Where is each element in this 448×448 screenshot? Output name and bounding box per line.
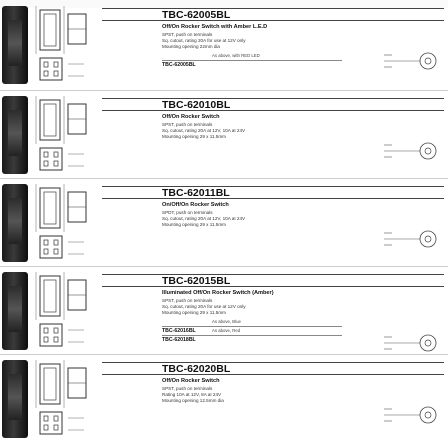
product-title: TBC-62015BL xyxy=(102,274,444,287)
dimension-drawing xyxy=(32,358,92,440)
part-number-rule xyxy=(162,326,342,327)
product-description: Off/On Rocker Switch with Amber L.E.D xyxy=(162,24,268,30)
spec-line: Mounting opening 29 x 11.5mm xyxy=(162,222,227,227)
part-number: TBC-62016BL xyxy=(162,328,196,334)
product-description: Off/On Rocker Switch xyxy=(162,378,220,384)
product-photo xyxy=(2,184,28,262)
spec-line: Mounting opening 12.5mm dia xyxy=(162,398,224,403)
product-description: Off/On Rocker Switch xyxy=(162,114,220,120)
product-entry xyxy=(0,356,448,442)
entry-divider xyxy=(0,178,448,179)
part-number: TBC-62005BL xyxy=(162,62,196,68)
spec-line: SPST, push on terminals xyxy=(162,386,213,391)
product-photo xyxy=(2,6,28,84)
part-number-row xyxy=(162,328,342,343)
rocker-switch-image xyxy=(8,20,22,66)
product-description: Illuminated Off/On Rocker Switch (Amber) xyxy=(162,290,274,296)
product-entry xyxy=(0,92,448,178)
entry-divider xyxy=(0,354,448,355)
product-photo xyxy=(2,272,28,350)
product-photo xyxy=(2,360,28,438)
part-number-row xyxy=(162,53,342,68)
spec-line: Sq. cutout, rating 20A at 12V, 10A at 24V xyxy=(162,128,246,133)
product-title: TBC-62011BL xyxy=(102,186,444,199)
part-number-caption: As above, with RED LED xyxy=(212,53,260,58)
product-title: TBC-62010BL xyxy=(102,98,444,111)
spec-line: Mounting opening 29 x 11.5mm xyxy=(162,134,227,139)
terminal-diagram xyxy=(382,50,438,72)
spec-line: Mounting opening 22mm dia xyxy=(162,44,220,49)
product-title: TBC-62020BL xyxy=(102,362,444,375)
dimension-drawing xyxy=(32,4,92,86)
product-entry xyxy=(0,2,448,88)
spec-line: Sq. cutout, rating 20A for use at 12V only xyxy=(162,304,246,309)
spec-line: SPDT, push on terminals xyxy=(162,210,213,215)
product-description: On/Off/On Rocker Switch xyxy=(162,202,229,208)
spec-line: Sq. cutout, rating 20A for use at 12V only xyxy=(162,38,246,43)
product-photo xyxy=(2,96,28,174)
product-title: TBC-62005BL xyxy=(102,8,444,21)
part-number-caption: As above, Red xyxy=(212,328,241,333)
spec-line: Rating 10A at 12V, 8A at 24V xyxy=(162,392,222,397)
spec-line: SPST, push on terminals xyxy=(162,122,213,127)
terminal-diagram xyxy=(382,140,438,162)
spec-line: Mounting opening 29 x 11.5mm xyxy=(162,310,227,315)
entry-divider xyxy=(0,266,448,267)
dimension-drawing xyxy=(32,270,92,352)
dimension-drawing xyxy=(32,94,92,176)
product-entry xyxy=(0,180,448,266)
part-number: TBC-62018BL xyxy=(162,337,196,343)
product-entry xyxy=(0,268,448,354)
terminal-diagram xyxy=(382,404,438,426)
entry-divider xyxy=(0,90,448,91)
part-number-rule xyxy=(162,335,342,336)
spec-line: SPST, push on terminals xyxy=(162,298,213,303)
spec-line: SPST, push on terminals xyxy=(162,32,213,37)
part-number-caption: As above, Blue xyxy=(212,319,241,324)
rocker-switch-image xyxy=(8,110,22,156)
rocker-switch-image xyxy=(8,286,22,332)
terminal-diagram xyxy=(382,228,438,250)
rocker-switch-image xyxy=(8,198,22,244)
dimension-drawing xyxy=(32,182,92,264)
terminal-diagram xyxy=(382,332,438,354)
spec-line: Sq. cutout, rating 20A at 12V, 10A at 24V xyxy=(162,216,246,221)
rocker-switch-image xyxy=(8,374,22,420)
part-number-rule xyxy=(162,60,342,61)
